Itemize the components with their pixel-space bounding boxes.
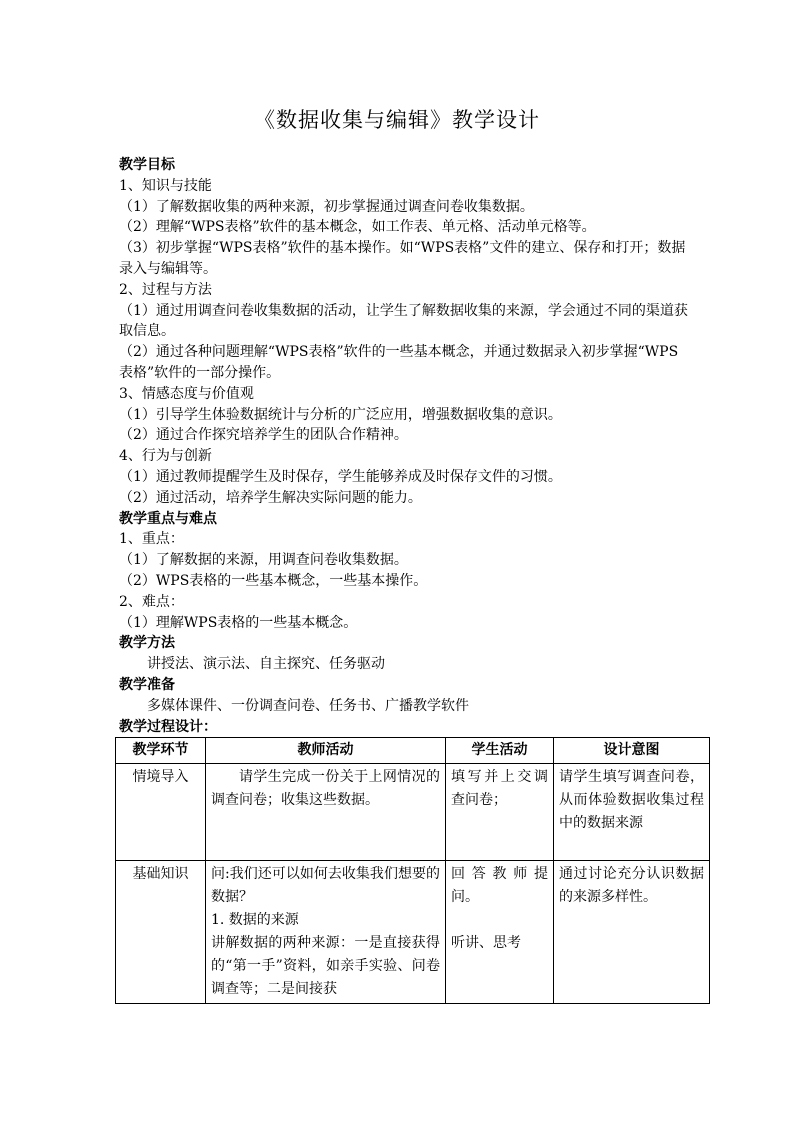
key-1-item-2: （2）WPS表格的一些基本概念，一些基本操作。	[119, 572, 428, 589]
goal-3-item-1: （1）引导学生体验数据统计与分析的广泛应用，增强数据收集的意识。	[119, 406, 562, 423]
goal-2: 2、过程与方法	[119, 281, 212, 298]
method-text: 讲授法、演示法、自主探究、任务驱动	[147, 656, 385, 673]
cell-student-line-2: 听讲、思考	[451, 935, 521, 951]
goal-1-item-3: （3）初步掌握“WPS表格”软件的基本操作。如“WPS表格”文件的建立、保存和打开；数据录入与编辑等。	[119, 240, 686, 277]
process-heading: 教学过程设计：	[119, 718, 217, 735]
goal-3-item-2: （2）通过合作探究培养学生的团队合作精神。	[119, 427, 408, 444]
cell-teacher-line-2: 1. 数据的来源	[211, 912, 299, 928]
table-header-row	[116, 738, 710, 764]
process-table	[115, 737, 710, 1004]
key-2: 2、难点：	[119, 593, 184, 610]
goals-heading: 教学目标	[119, 157, 175, 173]
page-title: 《数据收集与编辑》教学设计	[254, 108, 540, 132]
cell-stage: 基础知识	[116, 861, 206, 1004]
header-intent: 设计意图	[554, 738, 710, 764]
prep-text: 多媒体课件、一份调查问卷、任务书、广播教学软件	[147, 697, 469, 714]
header-student: 学生活动	[446, 738, 554, 764]
goal-2-item-1: （1）通过用调查问卷收集数据的活动，让学生了解数据收集的来源，学会通过不同的渠道获取信息。	[119, 302, 688, 340]
method-heading: 教学方法	[119, 635, 175, 652]
cell-teacher-line-1: 问:我们还可以如何去收集我们想要的数据？	[211, 866, 440, 905]
cell-intent: 通过讨论充分认识数据的来源多样性。	[554, 861, 710, 1004]
goal-1-item-1: （1）了解数据收集的两种来源，初步掌握通过调查问卷收集数据。	[119, 198, 534, 215]
table-row	[116, 861, 710, 1004]
cell-teacher	[206, 861, 446, 1004]
cell-student: 填写并上交调查问卷；	[446, 764, 554, 861]
spacer	[451, 909, 548, 932]
cell-stage: 情境导入	[116, 764, 206, 861]
cell-student-line-1: 回答教师提问。	[451, 866, 548, 905]
goal-4-item-1: （1）通过教师提醒学生及时保存，学生能够养成及时保存文件的习惯。	[119, 468, 562, 485]
key-1: 1、重点：	[119, 531, 184, 548]
cell-teacher	[206, 764, 446, 861]
key-2-item-1: （1）理解WPS表格的一些基本概念。	[119, 614, 358, 631]
goal-1: 1、知识与技能	[119, 177, 212, 194]
goal-4: 4、行为与创新	[119, 448, 212, 465]
cell-intent: 请学生填写调查问卷，从而体验数据收集过程中的数据来源	[554, 764, 710, 861]
key-heading: 教学重点与难点	[119, 510, 217, 527]
goal-1-item-2: （2）理解“WPS表格”软件的基本概念，如工作表、单元格、活动单元格等。	[119, 219, 596, 236]
prep-heading: 教学准备	[119, 676, 175, 693]
cell-student	[446, 861, 554, 1004]
header-stage: 教学环节	[116, 738, 206, 764]
header-teacher: 教师活动	[206, 738, 446, 764]
goal-3: 3、情感态度与价值观	[119, 385, 254, 402]
goal-4-item-2: （2）通过活动，培养学生解决实际问题的能力。	[119, 489, 422, 506]
goal-2-item-2: （2）通过各种问题理解“WPS表格”软件的一些基本概念，并通过数据录入初步掌握“WPS表格”软件的一部分操作。	[119, 344, 679, 381]
cell-teacher-text: 请学生完成一份关于上网情况的调查问卷；收集这些数据。	[211, 769, 440, 808]
table-row	[116, 764, 710, 861]
cell-teacher-line-3: 讲解数据的两种来源：一是直接获得的“第一手”资料，如亲手实验、问卷调查等；二是间接获	[211, 935, 440, 997]
key-1-item-1: （1）了解数据的来源，用调查问卷收集数据。	[119, 552, 408, 569]
document-body	[119, 155, 691, 737]
